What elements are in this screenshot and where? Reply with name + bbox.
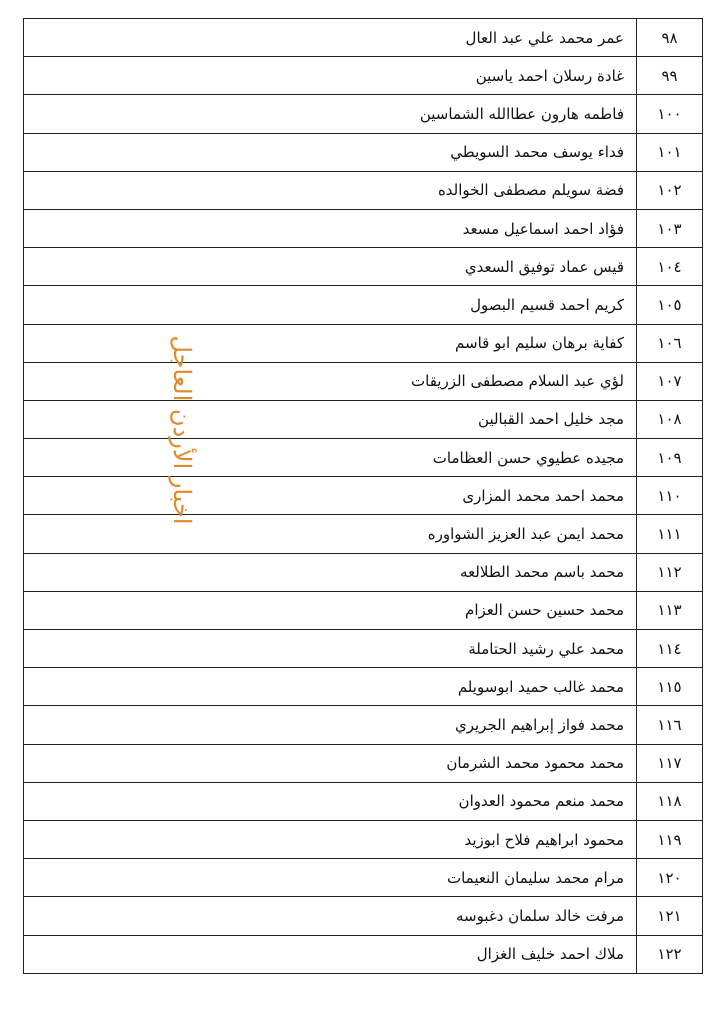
row-number: ١١٣: [637, 591, 703, 629]
row-name: فضة سويلم مصطفى الخوالده: [24, 171, 637, 209]
row-number: ١٠٧: [637, 362, 703, 400]
row-number: ١١٥: [637, 668, 703, 706]
table-row: [24, 897, 703, 935]
table-row: [24, 439, 703, 477]
row-number: ١٠٠: [637, 95, 703, 133]
table-row: [24, 630, 703, 668]
row-name: قيس عماد توفيق السعدي: [24, 248, 637, 286]
row-number: ١١٤: [637, 630, 703, 668]
row-number: ١٠٩: [637, 439, 703, 477]
table-row: [24, 209, 703, 247]
row-name: محمد باسم محمد الطلالعه: [24, 553, 637, 591]
table-row: [24, 820, 703, 858]
row-number: ١١٧: [637, 744, 703, 782]
table-row: [24, 324, 703, 362]
row-number: ١٠٢: [637, 171, 703, 209]
row-number: ١٢١: [637, 897, 703, 935]
row-name: مجد خليل احمد القبالين: [24, 400, 637, 438]
row-name: محمد علي رشيد الحتاملة: [24, 630, 637, 668]
row-number: ٩٩: [637, 57, 703, 95]
row-number: ١٢٠: [637, 859, 703, 897]
row-name: عمر محمد علي عبد العال: [24, 19, 637, 57]
row-name: محمد فواز إبراهيم الجريري: [24, 706, 637, 744]
row-number: ١٢٢: [637, 935, 703, 973]
row-name: مرفت خالد سلمان دغبوسه: [24, 897, 637, 935]
row-number: ١١٠: [637, 477, 703, 515]
row-number: ١١٩: [637, 820, 703, 858]
row-name: فؤاد احمد اسماعيل مسعد: [24, 209, 637, 247]
row-name: فاطمه هارون عطاالله الشماسين: [24, 95, 637, 133]
table-row: [24, 286, 703, 324]
row-name: محمد حسين حسن العزام: [24, 591, 637, 629]
row-name: فداء يوسف محمد السويطي: [24, 133, 637, 171]
row-number: ١٠٥: [637, 286, 703, 324]
table-row: [24, 859, 703, 897]
table-row: [24, 553, 703, 591]
row-number: ١٠١: [637, 133, 703, 171]
row-name: كريم احمد قسيم البصول: [24, 286, 637, 324]
table-row: [24, 248, 703, 286]
row-name: لؤي عبد السلام مصطفى الزريقات: [24, 362, 637, 400]
row-name: محمود ابراهيم فلاح ابوزيد: [24, 820, 637, 858]
row-name: محمد غالب حميد ابوسويلم: [24, 668, 637, 706]
row-number: ١٠٦: [637, 324, 703, 362]
row-number: ١٠٣: [637, 209, 703, 247]
names-table: [23, 18, 703, 974]
row-number: ١١١: [637, 515, 703, 553]
table-body: [24, 19, 703, 974]
row-name: ملاك احمد خليف الغزال: [24, 935, 637, 973]
row-name: محمد منعم محمود العدوان: [24, 782, 637, 820]
row-name: محمد ايمن عبد العزيز الشواوره: [24, 515, 637, 553]
row-name: كفاية برهان سليم ابو قاسم: [24, 324, 637, 362]
row-name: مرام محمد سليمان النعيمات: [24, 859, 637, 897]
row-name: غادة رسلان احمد ياسين: [24, 57, 637, 95]
row-number: ١٠٤: [637, 248, 703, 286]
watermark-text: اخبار الأردن العاجل: [168, 335, 196, 525]
table-row: [24, 171, 703, 209]
row-number: ٩٨: [637, 19, 703, 57]
row-name: محمد محمود محمد الشرمان: [24, 744, 637, 782]
table-row: [24, 744, 703, 782]
table-row: [24, 95, 703, 133]
row-number: ١١٨: [637, 782, 703, 820]
table-row: [24, 706, 703, 744]
row-name: محمد احمد محمد المزارى: [24, 477, 637, 515]
table-row: [24, 668, 703, 706]
row-number: ١١٢: [637, 553, 703, 591]
table-row: [24, 362, 703, 400]
table-row: [24, 477, 703, 515]
row-name: مجيده عطيوي حسن العظامات: [24, 439, 637, 477]
table-row: [24, 57, 703, 95]
table-row: [24, 782, 703, 820]
table-row: [24, 400, 703, 438]
row-number: ١١٦: [637, 706, 703, 744]
table-row: [24, 591, 703, 629]
table-row: [24, 133, 703, 171]
row-number: ١٠٨: [637, 400, 703, 438]
table-row: [24, 19, 703, 57]
table-row: [24, 935, 703, 973]
table-row: [24, 515, 703, 553]
